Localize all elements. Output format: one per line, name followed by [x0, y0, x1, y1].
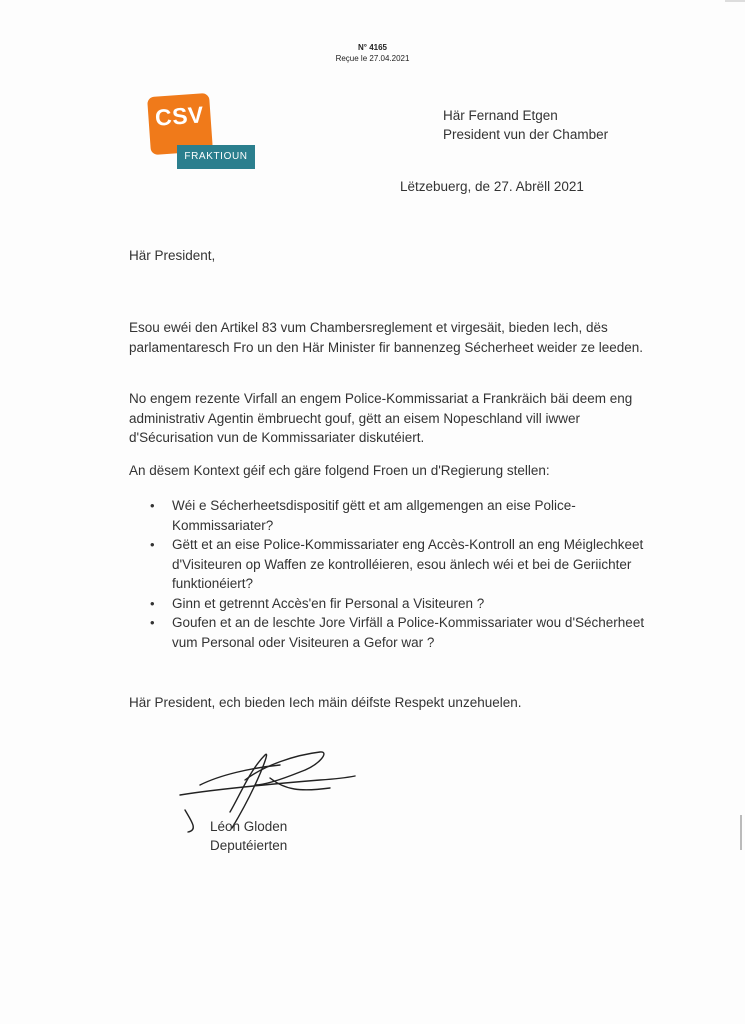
reception-date [0, 54, 745, 63]
question-item: • Wéi e Sécherheetsdispositif gëtt et am allgemengen an eise Police-Kommissariater? [172, 496, 672, 535]
question-item: • Goufen et an de leschte Jore Virfäll a Police-Kommissariater wou d'Sécherheet vum Personal oder Visiteuren a Gefor war ? [172, 613, 672, 652]
signatory-role: Deputéierten [210, 838, 288, 853]
closing-line: Här President, ech bieden Iech mäin déifste Respekt unzehuelen. [129, 695, 522, 710]
paragraph-2: No engem rezente Virfall an engem Police-Kommissariat a Frankräich bäi deem eng administrativ Agentin ëmbruecht gouf, gëtt an eisem Nopeschland vill iwwer d'Sécurisation vun de Kommissariater diskutéiert. [129, 391, 633, 445]
reception-date-text: Reçue le 27.04.2021 [335, 54, 410, 63]
question-item: • Ginn et getrennt Accès'en fir Personal a Visiteuren ? [172, 594, 672, 614]
recipient-name: Här Fernand Etgen [443, 108, 558, 123]
reception-number [0, 43, 745, 52]
scan-mark [740, 815, 742, 850]
csv-logo-text: CSV [154, 101, 205, 131]
paragraph-1: Esou ewéi den Artikel 83 vum Chambersreglement et virgesäit, bieden Iech, dës parlamentaresch Fro un den Här Minister fir bannenzeg Sécherheet weider ze leeden. [129, 320, 644, 355]
paragraph-3: An dësem Kontext géif ech gäre folgend Froen un d'Regierung stellen: [129, 463, 550, 478]
csv-logo-fraktioun: FRAKTIOUN [177, 145, 255, 169]
recipient-title: President vun der Chamber [443, 127, 609, 142]
scan-edge [725, 0, 745, 2]
signatory-name: Léon Gloden [210, 819, 288, 834]
date-line: Lëtzebuerg, de 27. Abrëll 2021 [400, 179, 584, 194]
salutation: Här President, [129, 248, 216, 263]
reception-number-text: N° 4165 [358, 43, 387, 52]
question-list [150, 496, 672, 652]
question-item: • Gëtt et an eise Police-Kommissariater eng Accès-Kontroll an eng Méiglechkeet d'Visiteuren op Waffen ze kontrolléieren, esou änlech wéi et bei de Geriichter funktionéiert? [172, 535, 672, 594]
